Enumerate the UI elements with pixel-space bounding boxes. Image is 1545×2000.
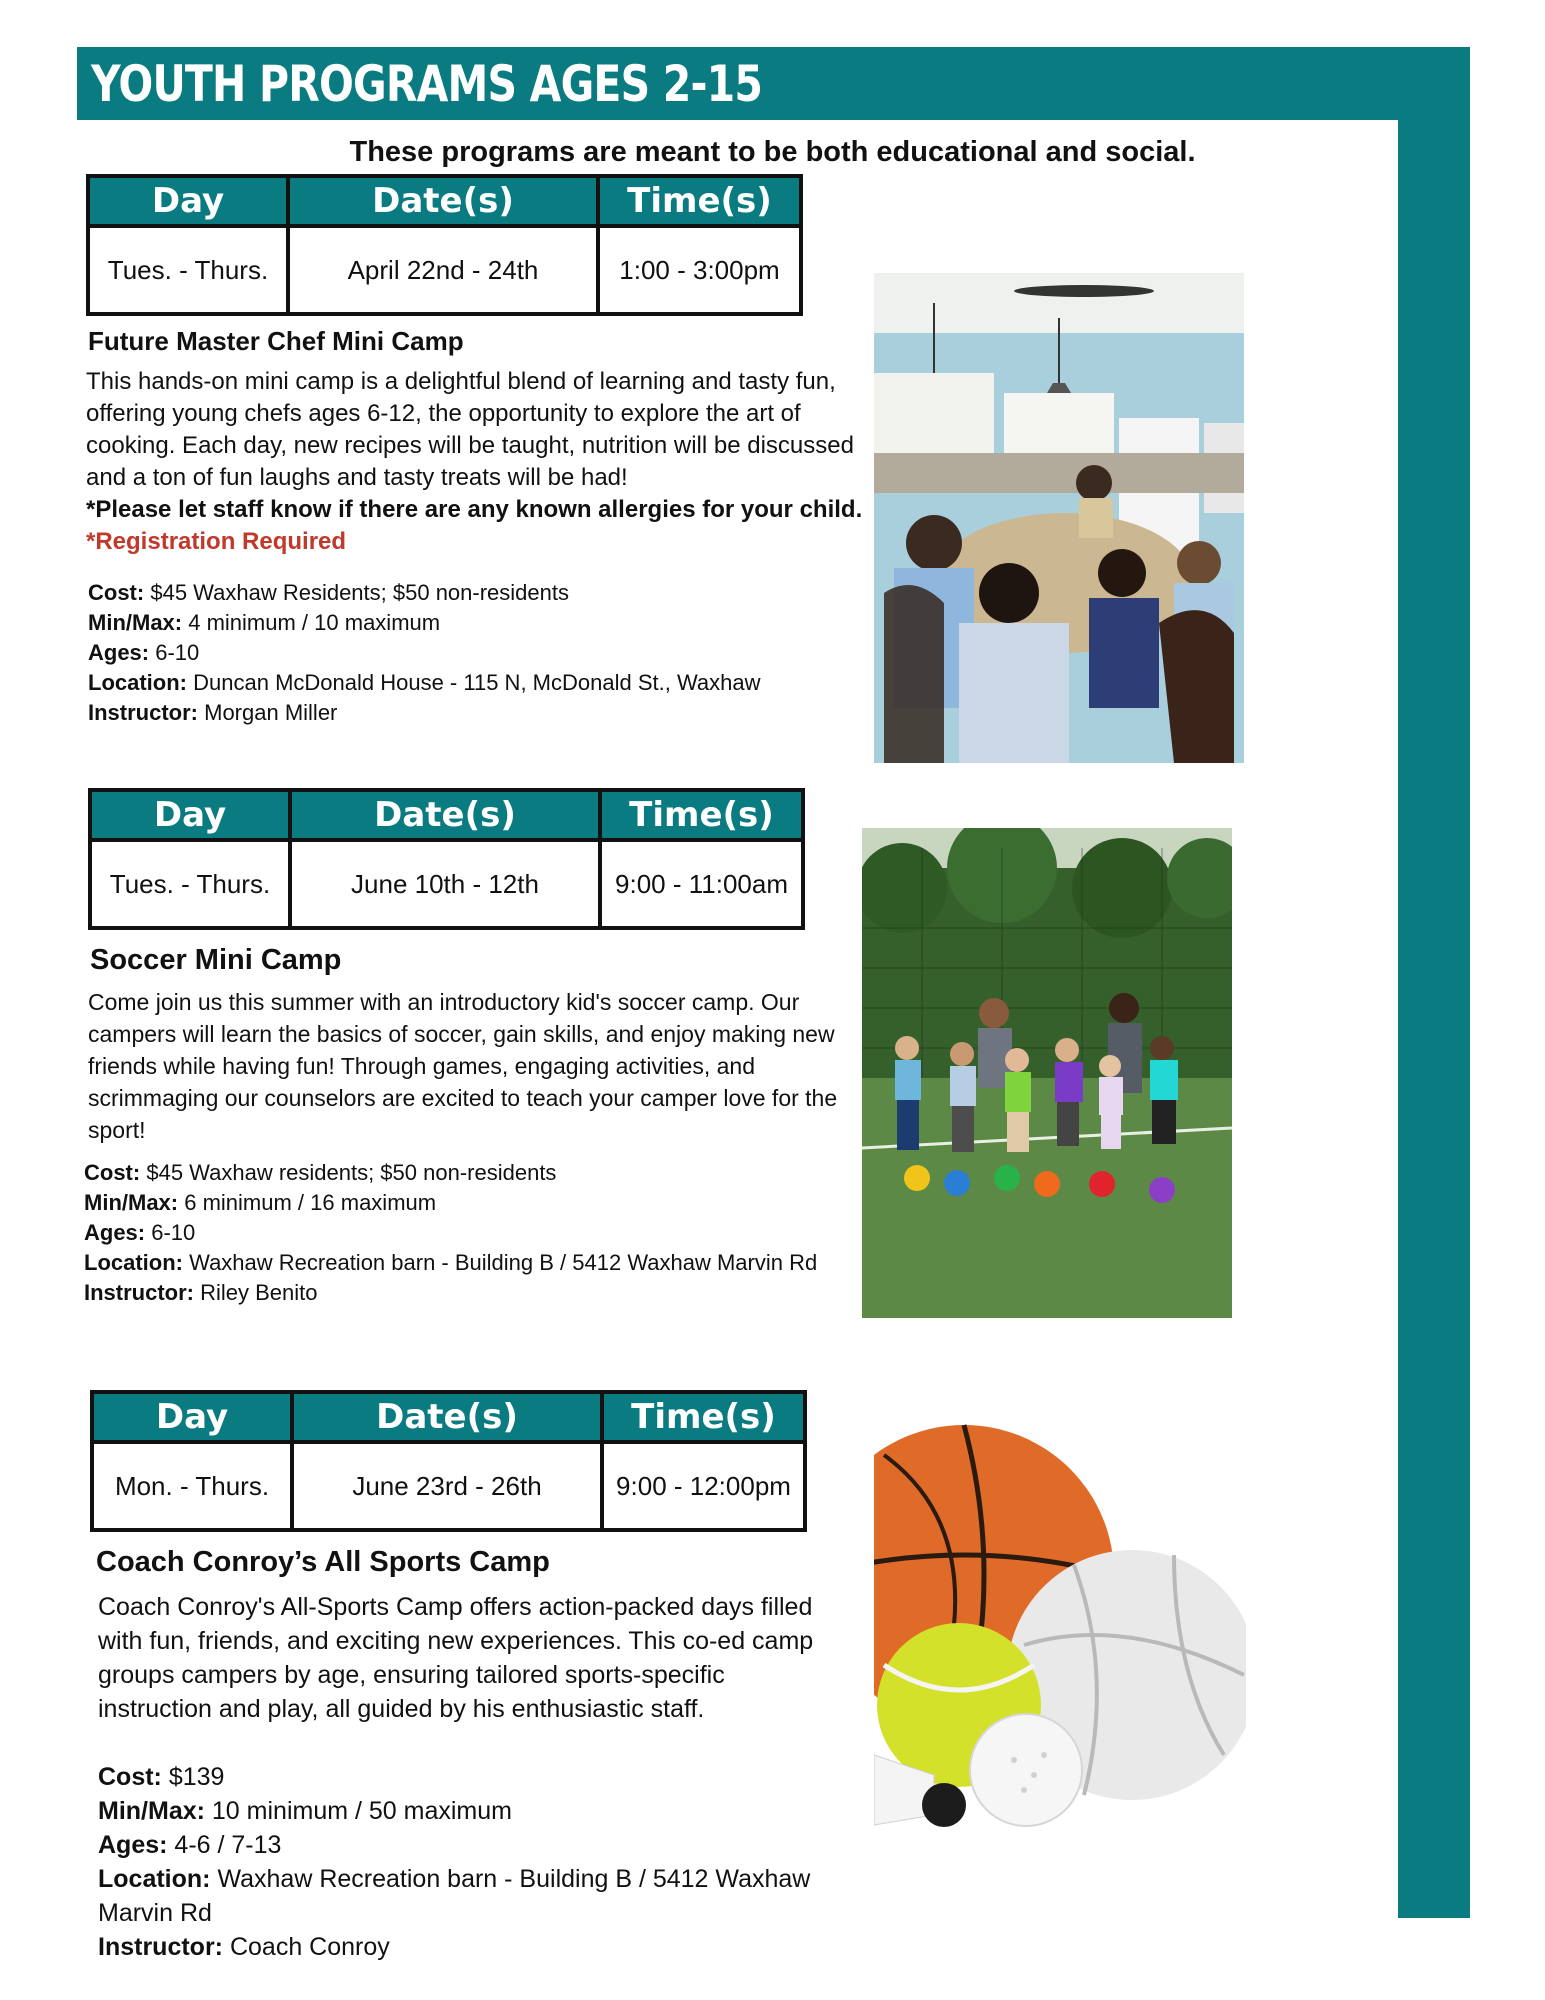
sports-balls-photo <box>874 1415 1246 1835</box>
day-header: Day <box>92 1392 292 1442</box>
dates-header: Date(s) <box>290 790 600 840</box>
minmax-row: Min/Max: 4 minimum / 10 maximum <box>88 610 441 635</box>
program-title-allsports: Coach Conroy’s All Sports Camp <box>96 1546 550 1578</box>
times-header: Time(s) <box>600 790 803 840</box>
times-cell: 9:00 - 12:00pm <box>602 1442 805 1530</box>
cost-row: Cost: $139 <box>98 1763 225 1791</box>
page-title: YOUTH PROGRAMS AGES 2-15 <box>91 55 763 113</box>
allergy-note: *Please let staff know if there are any known allergies for your child. <box>86 496 863 523</box>
ages-row: Ages: 4-6 / 7-13 <box>98 1831 282 1859</box>
times-header: Time(s) <box>598 176 801 226</box>
instructor-row: Instructor: Coach Conroy <box>98 1933 390 1961</box>
details-allsports <box>98 1760 858 1964</box>
program-description-allsports <box>98 1590 818 1726</box>
right-accent-bar <box>1398 120 1470 1918</box>
dates-header: Date(s) <box>292 1392 602 1442</box>
description-text: Come join us this summer with an introductory kid's soccer camp. Our campers will learn the basics of soccer, gain skills, and enjoy making new friends while having fun! Through games, engaging activities, and scrimmaging our counselors are excited to teach your camper love for the sport! <box>88 989 838 1143</box>
description-text: This hands-on mini camp is a delightful blend of learning and tasty fun, offering young chefs ages 6-12, the opportunity to explore the art of cooking. Each day, new recipes will be taught, nutrition will be discussed and a ton of fun laughs and tasty treats will be had! <box>86 368 854 491</box>
location-row: Location: Waxhaw Recreation barn - Building B / 5412 Waxhaw Marvin Rd <box>84 1250 818 1275</box>
times-header: Time(s) <box>602 1392 805 1442</box>
times-cell: 9:00 - 11:00am <box>600 840 803 928</box>
dates-cell: June 10th - 12th <box>290 840 600 928</box>
program-description-soccer <box>88 986 858 1146</box>
day-cell: Mon. - Thurs. <box>92 1442 292 1530</box>
location-row: Location: Waxhaw Recreation barn - Building B / 5412 Waxhaw Marvin Rd <box>98 1865 811 1927</box>
header-banner <box>77 47 1470 120</box>
day-header: Day <box>88 176 288 226</box>
cost-row: Cost: $45 Waxhaw Residents; $50 non-residents <box>88 580 569 605</box>
details-soccer <box>84 1158 817 1308</box>
tagline: These programs are meant to be both educational and social. <box>349 136 1196 168</box>
dates-header: Date(s) <box>288 176 598 226</box>
instructor-row: Instructor: Riley Benito <box>84 1280 318 1305</box>
dates-cell: April 22nd - 24th <box>288 226 598 314</box>
minmax-row: Min/Max: 10 minimum / 50 maximum <box>98 1797 512 1825</box>
program-title-chef: Future Master Chef Mini Camp <box>88 326 464 356</box>
description-text: Coach Conroy's All-Sports Camp offers action-packed days filled with fun, friends, and exciting new experiences. This co-ed camp groups campers by age, ensuring tailored sports-specific instruction and play, all guided by his enthusiastic staff. <box>98 1593 814 1723</box>
schedule-table-soccer <box>88 788 805 930</box>
day-header: Day <box>90 790 290 840</box>
minmax-row: Min/Max: 6 minimum / 16 maximum <box>84 1190 437 1215</box>
kitchen-photo <box>874 273 1244 763</box>
location-row: Location: Duncan McDonald House - 115 N, McDonald St., Waxhaw <box>88 670 761 695</box>
dates-cell: June 23rd - 26th <box>292 1442 602 1530</box>
program-title-soccer: Soccer Mini Camp <box>90 944 342 976</box>
ages-row: Ages: 6-10 <box>84 1220 196 1245</box>
day-cell: Tues. - Thurs. <box>88 226 288 314</box>
schedule-table-chef <box>86 174 803 316</box>
times-cell: 1:00 - 3:00pm <box>598 226 801 314</box>
instructor-row: Instructor: Morgan Miller <box>88 700 338 725</box>
day-cell: Tues. - Thurs. <box>90 840 290 928</box>
schedule-table-allsports <box>90 1390 807 1532</box>
cost-row: Cost: $45 Waxhaw residents; $50 non-residents <box>84 1160 557 1185</box>
ages-row: Ages: 6-10 <box>88 640 200 665</box>
program-description-chef <box>86 366 881 558</box>
details-chef <box>88 578 760 728</box>
registration-note: *Registration Required <box>86 528 347 555</box>
soccer-group-photo <box>862 828 1232 1318</box>
